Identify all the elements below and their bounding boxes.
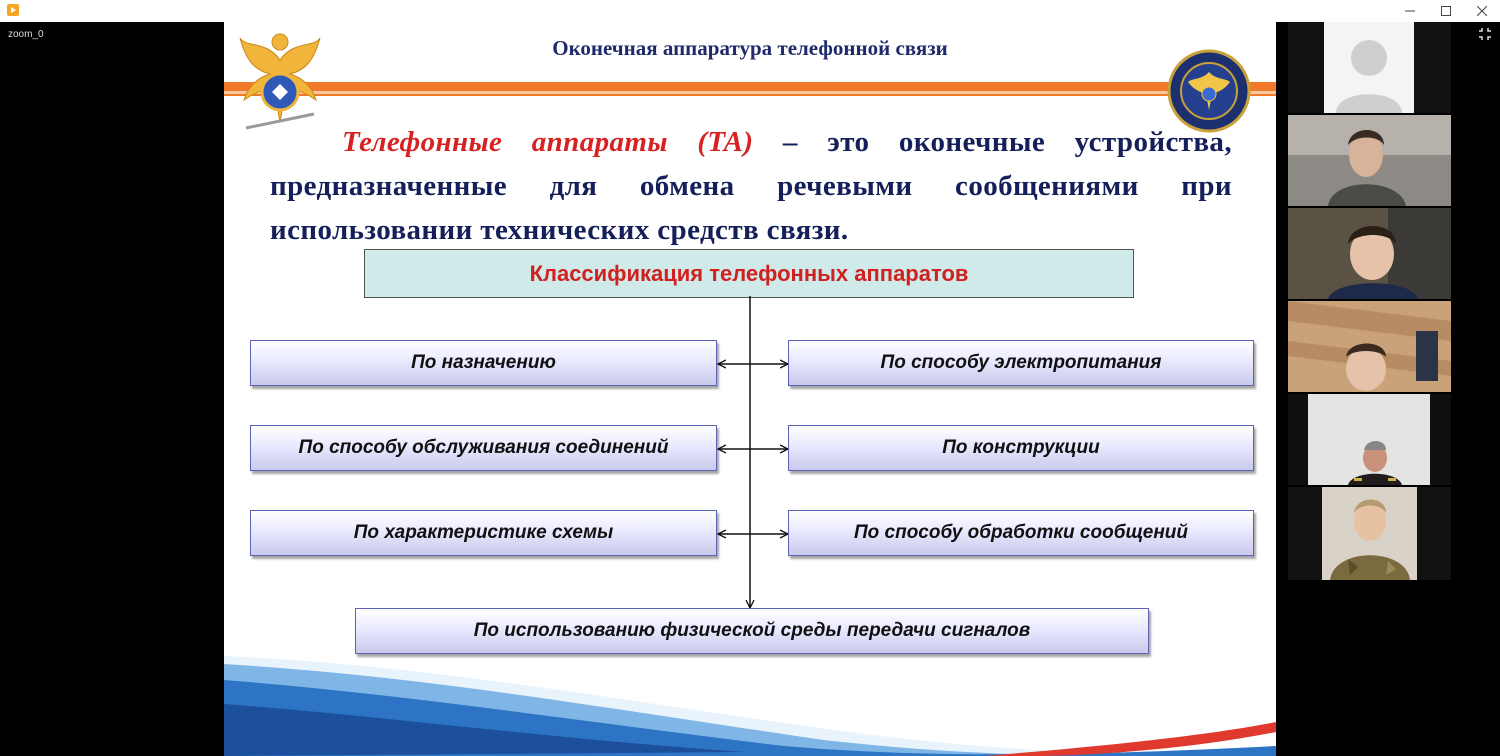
close-icon — [1477, 6, 1487, 16]
class-item-purpose: По назначению — [250, 340, 717, 386]
participant-video — [1288, 487, 1451, 580]
participant-video — [1288, 394, 1451, 485]
class-item-circuit: По характеристике схемы — [250, 510, 717, 556]
definition-term: Телефонные аппараты (ТА) — [342, 126, 754, 158]
class-item-physical-medium: По использованию физической среды передачи сигналов — [355, 608, 1149, 654]
participant-tile-2[interactable] — [1288, 115, 1451, 206]
slide-title: Оконечная аппаратура телефонной связи — [552, 36, 948, 60]
minimize-button[interactable] — [1392, 0, 1428, 22]
participant-video — [1288, 301, 1451, 392]
participant-tile-3[interactable] — [1288, 208, 1451, 299]
header-stripe — [224, 82, 1276, 96]
participant-tile-4[interactable] — [1288, 301, 1451, 392]
participant-video — [1288, 115, 1451, 206]
definition-body: – это оконечные устройства, предназначенные для обмена речевыми сообщениями при использовании технических средств связи. — [270, 126, 1232, 246]
maximize-icon — [1441, 6, 1451, 16]
participant-video — [1288, 208, 1451, 299]
minimize-icon — [1405, 6, 1415, 16]
window-title: zoom_0 — [8, 29, 44, 40]
participant-tile-6[interactable] — [1288, 487, 1451, 580]
shared-slide — [224, 22, 1276, 756]
participant-tile-5[interactable] — [1288, 394, 1451, 485]
classification-title: Классификация телефонных аппаратов — [364, 249, 1134, 298]
class-item-message-processing: По способу обработки сообщений — [788, 510, 1254, 556]
close-button[interactable] — [1464, 0, 1500, 22]
class-item-power-supply: По способу электропитания — [788, 340, 1254, 386]
exit-fullscreen-icon[interactable] — [1478, 27, 1492, 41]
class-item-connection-service: По способу обслуживания соединений — [250, 425, 717, 471]
footer-waves — [224, 642, 1276, 756]
window-titlebar — [0, 0, 1500, 22]
avatar-placeholder-icon — [1288, 22, 1451, 113]
maximize-button[interactable] — [1428, 0, 1464, 22]
participant-tile-1[interactable] — [1288, 22, 1451, 113]
definition-text — [270, 120, 1232, 252]
class-item-construction: По конструкции — [788, 425, 1254, 471]
app-icon — [6, 3, 20, 17]
